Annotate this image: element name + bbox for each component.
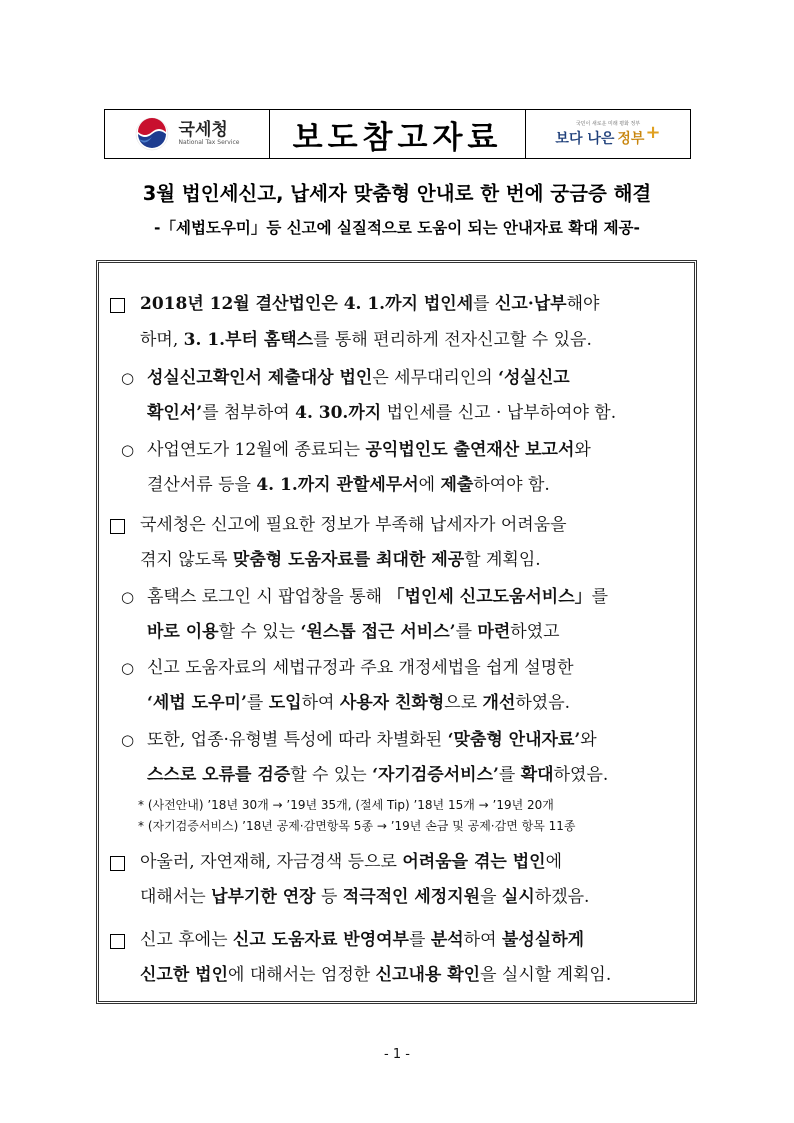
text-segment: 를 xyxy=(246,693,269,713)
text-segment: 결산서류 등을 xyxy=(147,475,257,495)
square-bullet-icon xyxy=(110,856,125,871)
text-segment: 하였고 xyxy=(510,622,560,642)
page-subtitle: -「세법도우미」등 신고에 실질적으로 도움이 되는 안내자료 확대 제공- xyxy=(154,219,640,237)
circle-bullet-icon: ○ xyxy=(121,731,135,749)
text-segment: 등 xyxy=(315,887,343,907)
text-segment: 하겠음. xyxy=(534,887,590,907)
item-4-line-2 xyxy=(140,550,541,570)
text-segment: 를 xyxy=(473,294,495,314)
item-4-line-1 xyxy=(140,515,567,535)
page-title: 3월 법인세신고, 납세자 맞춤형 안내로 한 번에 궁금증 해결 xyxy=(142,182,652,205)
circle-bullet-icon: ○ xyxy=(121,588,135,606)
text-segment: 를 첨부하여 xyxy=(202,403,296,423)
text-segment: 4. 30.까지 xyxy=(295,403,382,423)
text-segment: 사용자 친화형 xyxy=(339,693,445,713)
text-segment: 성실신고확인서 제출대상 법인 xyxy=(147,368,373,388)
item-1-line-2 xyxy=(140,330,592,350)
text-segment: 하였음. xyxy=(553,765,609,785)
text-segment: 대해서는 xyxy=(140,887,212,907)
footnote-1: * (사전안내) ’18년 30개 → ’19년 35개, (절세 Tip) ’18년 15개 → ’19년 20개 xyxy=(138,798,554,812)
text-segment: ‘자기검증서비스’ xyxy=(372,765,499,785)
text-segment: 또한, 업종·유형별 특성에 따라 차별화된 xyxy=(147,730,448,750)
circle-bullet-icon: ○ xyxy=(121,441,135,459)
item-7-line-1 xyxy=(147,730,597,750)
item-8-line-1 xyxy=(140,852,562,872)
text-segment: 도입 xyxy=(268,693,302,713)
gov-tagline: 국민이 새로운 미래 평화 정부 xyxy=(575,120,641,127)
text-segment: 할 계획임. xyxy=(464,550,541,570)
text-segment: 2018년 12월 결산법인은 xyxy=(140,294,344,314)
text-segment: 국세청은 신고에 필요한 정보가 부족해 납세자가 어려움을 xyxy=(140,515,567,535)
item-2-line-2 xyxy=(147,403,616,423)
text-segment: 개선 xyxy=(482,693,516,713)
text-segment: 하였음. xyxy=(515,693,571,713)
text-segment: 은 세무대리인의 xyxy=(372,368,499,388)
footnote-2: * (자기검증서비스) ’18년 공제·감면항목 5종 → ’19년 손금 및 공제·감면 항목 11종 xyxy=(138,819,576,833)
text-segment: ‘원스톱 접근 서비스’ xyxy=(300,622,456,642)
text-segment: 와 xyxy=(580,730,597,750)
text-segment: 홈택스 로그인 시 팝업창을 통해 xyxy=(147,587,388,607)
text-segment: 적극적인 세정지원 xyxy=(342,887,481,907)
text-segment: 법인세를 신고 · 납부하여야 함. xyxy=(381,403,617,423)
text-segment: 4. 1.까지 관할세무서 xyxy=(256,475,419,495)
text-segment: 를 xyxy=(591,587,609,607)
text-segment: 제출 xyxy=(440,475,474,495)
text-segment: 와 xyxy=(574,440,591,460)
text-segment: 신고내용 확인 xyxy=(375,965,481,985)
text-segment: 를 통해 편리하게 전자신고할 수 있음. xyxy=(313,330,592,350)
text-segment: 을 xyxy=(480,887,502,907)
text-segment: 공익법인도 출연재산 보고서 xyxy=(365,440,575,460)
text-segment: 신고·납부 xyxy=(494,294,567,314)
item-9-line-2 xyxy=(140,965,611,985)
text-segment: 하여 xyxy=(301,693,340,713)
text-segment: 신고 도움자료의 세법규정과 주요 개정세법을 쉽게 설명한 xyxy=(147,658,574,678)
item-3-line-2 xyxy=(147,475,550,495)
item-6-line-1 xyxy=(147,658,574,678)
text-segment: 를 xyxy=(408,930,431,950)
taeguk-logo-icon xyxy=(135,117,169,151)
text-segment: 아울러, 자연재해, 자금경색 등으로 xyxy=(140,852,403,872)
text-segment: 해야 xyxy=(566,294,600,314)
text-segment: 할 수 있는 xyxy=(290,765,373,785)
text-segment: 확인서’ xyxy=(147,403,203,423)
press-header xyxy=(104,109,691,159)
page-number: - 1 - xyxy=(384,1047,410,1062)
text-segment: 사업연도가 12월에 종료되는 xyxy=(147,440,366,460)
square-bullet-icon xyxy=(110,934,125,949)
text-segment: 스스로 오류를 검증 xyxy=(147,765,291,785)
text-segment: 을 실시할 계획임. xyxy=(480,965,612,985)
square-bullet-icon xyxy=(110,519,125,534)
text-segment: 실시 xyxy=(501,887,535,907)
text-segment: ‘세법 도우미’ xyxy=(147,693,247,713)
text-segment: 분석 xyxy=(430,930,464,950)
item-9-line-1 xyxy=(140,930,584,950)
text-segment: 겪지 않도록 xyxy=(140,550,233,570)
plus-icon: + xyxy=(645,121,661,143)
text-segment: 할 수 있는 xyxy=(218,622,301,642)
item-8-line-2 xyxy=(140,887,589,907)
text-segment: 납부기한 연장 xyxy=(211,887,316,907)
gov-slogan-part1: 보다 나은 xyxy=(555,131,615,147)
agency-name: 국세청 xyxy=(178,119,228,140)
text-segment: 확대 xyxy=(520,765,554,785)
doc-type: 보도참고자료 xyxy=(292,119,503,156)
agency-name-en: National Tax Service xyxy=(178,138,240,146)
circle-bullet-icon: ○ xyxy=(121,659,135,677)
item-5-line-2 xyxy=(147,622,560,642)
text-segment: 를 xyxy=(455,622,478,642)
text-segment: 신고 도움자료 반영여부 xyxy=(232,930,409,950)
text-segment: 하여 xyxy=(463,930,502,950)
text-segment: 에 xyxy=(545,852,562,872)
text-segment: 하여야 함. xyxy=(473,475,550,495)
text-segment: 신고 후에는 xyxy=(140,930,233,950)
agency-logo-block xyxy=(105,110,270,158)
text-segment: 에 xyxy=(418,475,441,495)
circle-bullet-icon: ○ xyxy=(121,369,135,387)
text-segment: 하며, xyxy=(140,330,184,350)
text-segment: 신고한 법인 xyxy=(140,965,229,985)
item-2-line-1 xyxy=(147,368,570,388)
doc-type-block xyxy=(270,110,526,158)
text-segment: 바로 이용 xyxy=(147,622,219,642)
text-segment: ‘성실신고 xyxy=(498,368,570,388)
text-segment: 3. 1.부터 홈택스 xyxy=(183,330,314,350)
text-segment: 에 대해서는 엄정한 xyxy=(228,965,376,985)
square-bullet-icon xyxy=(110,298,125,313)
gov-logo-block xyxy=(526,110,690,158)
item-7-line-2 xyxy=(147,765,608,785)
text-segment: 마련 xyxy=(477,622,511,642)
text-segment: 「법인세 신고도움서비스」 xyxy=(387,587,592,607)
item-1-line-1 xyxy=(140,294,599,314)
item-6-line-2 xyxy=(147,693,570,713)
text-segment: ‘맞춤형 안내자료’ xyxy=(447,730,581,750)
text-segment: 어려움을 겪는 법인 xyxy=(402,852,546,872)
text-segment: 으로 xyxy=(444,693,483,713)
item-3-line-1 xyxy=(147,440,591,460)
text-segment: 를 xyxy=(498,765,521,785)
gov-slogan-part2: 정부 xyxy=(617,131,645,147)
text-segment: 불성실하게 xyxy=(501,930,585,950)
text-segment: 맞춤형 도움자료를 최대한 제공 xyxy=(232,550,465,570)
item-5-line-1 xyxy=(147,587,608,607)
text-segment: 4. 1.까지 법인세 xyxy=(343,294,474,314)
